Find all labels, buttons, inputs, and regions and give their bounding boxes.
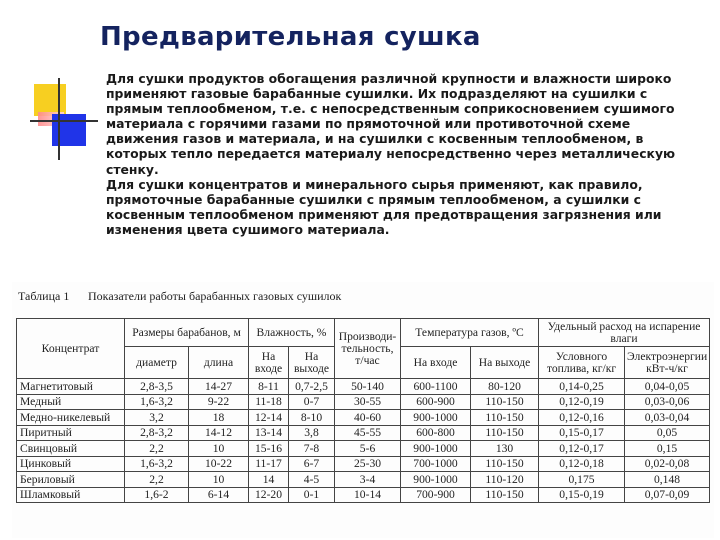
header-length: длина	[189, 347, 249, 379]
cell-diameter: 2,2	[125, 472, 189, 488]
cell-power: 0,02-0,08	[625, 456, 710, 472]
cell-temp-in: 700-900	[401, 487, 471, 503]
cell-diameter: 1,6-2	[125, 487, 189, 503]
cell-power: 0,15	[625, 441, 710, 457]
table-row	[17, 410, 710, 426]
header-moisture-inlet: На входе	[249, 347, 289, 379]
cell-power: 0,03-0,06	[625, 394, 710, 410]
cell-moisture-in: 11-17	[249, 456, 289, 472]
cell-fuel: 0,15-0,17	[539, 425, 625, 441]
cell-diameter: 1,6-3,2	[125, 394, 189, 410]
cell-power: 0,148	[625, 472, 710, 488]
cell-fuel: 0,12-0,17	[539, 441, 625, 457]
cell-name: Цинковый	[17, 456, 125, 472]
cell-diameter: 2,8-3,5	[125, 379, 189, 395]
header-diameter: диаметр	[125, 347, 189, 379]
paragraph-2: Для сушки концентратов и минерального сырья применяют, как правило, прямоточные барабанные сушилки с прямым теплообменом, а сушилки с косвенным теплообменом применяют для предотвращения загрязнения или изменения цвета сушимого материала.	[106, 176, 662, 237]
cell-capacity: 30-55	[335, 394, 401, 410]
header-capacity: Производи-тельность, т/час	[335, 319, 401, 379]
cell-diameter: 2,8-3,2	[125, 425, 189, 441]
cell-moisture-in: 12-14	[249, 410, 289, 426]
cell-name: Медный	[17, 394, 125, 410]
cell-moisture-in: 14	[249, 472, 289, 488]
cell-fuel: 0,12-0,19	[539, 394, 625, 410]
cell-capacity: 5-6	[335, 441, 401, 457]
cell-capacity: 45-55	[335, 425, 401, 441]
cell-moisture-out: 7-8	[289, 441, 335, 457]
table-row	[17, 425, 710, 441]
header-drum-size: Размеры барабанов, м	[125, 319, 249, 347]
cell-temp-out: 110-150	[471, 487, 539, 503]
cell-moisture-in: 11-18	[249, 394, 289, 410]
cell-diameter: 2,2	[125, 441, 189, 457]
cell-length: 10	[189, 441, 249, 457]
cell-temp-in: 600-900	[401, 394, 471, 410]
header-temp-outlet: На выходе	[471, 347, 539, 379]
cell-fuel: 0,12-0,16	[539, 410, 625, 426]
cell-temp-out: 110-150	[471, 456, 539, 472]
cell-length: 10	[189, 472, 249, 488]
cell-power: 0,03-0,04	[625, 410, 710, 426]
cell-temp-out: 130	[471, 441, 539, 457]
header-specific-consumption: Удельный расход на испарение влаги	[539, 319, 710, 347]
cell-name: Медно-никелевый	[17, 410, 125, 426]
table-row	[17, 456, 710, 472]
cell-temp-in: 600-800	[401, 425, 471, 441]
table-row	[17, 394, 710, 410]
header-fuel: Условного топлива, кг/кг	[539, 347, 625, 379]
cell-power: 0,07-0,09	[625, 487, 710, 503]
cell-fuel: 0,175	[539, 472, 625, 488]
cell-name: Пиритный	[17, 425, 125, 441]
cell-name: Свинцовый	[17, 441, 125, 457]
cell-length: 14-27	[189, 379, 249, 395]
cell-temp-out: 110-150	[471, 425, 539, 441]
cell-power: 0,04-0,05	[625, 379, 710, 395]
cell-temp-out: 110-120	[471, 472, 539, 488]
header-moisture: Влажность, %	[249, 319, 335, 347]
cell-capacity: 10-14	[335, 487, 401, 503]
cell-moisture-out: 3,8	[289, 425, 335, 441]
cell-temp-in: 600-1100	[401, 379, 471, 395]
table-body	[17, 379, 710, 503]
cell-temp-out: 110-150	[471, 394, 539, 410]
cell-capacity: 40-60	[335, 410, 401, 426]
decorative-squares-logo	[30, 78, 98, 160]
dryer-performance-table	[16, 318, 710, 503]
cell-name: Шламковый	[17, 487, 125, 503]
cell-temp-out: 80-120	[471, 379, 539, 395]
cell-name: Бериловый	[17, 472, 125, 488]
table-caption-number: Таблица 1	[18, 289, 70, 303]
cell-length: 10-22	[189, 456, 249, 472]
cell-power: 0,05	[625, 425, 710, 441]
cell-temp-out: 110-150	[471, 410, 539, 426]
header-moisture-outlet: На выходе	[289, 347, 335, 379]
header-power: Электроэнергии кВт-ч/кг	[625, 347, 710, 379]
cell-moisture-in: 13-14	[249, 425, 289, 441]
cell-moisture-in: 15-16	[249, 441, 289, 457]
header-concentrate: Концентрат	[17, 319, 125, 379]
cell-moisture-out: 6-7	[289, 456, 335, 472]
cell-moisture-in: 12-20	[249, 487, 289, 503]
slide-title: Предварительная сушка	[100, 22, 481, 52]
vertical-line	[58, 78, 60, 160]
cell-temp-in: 900-1000	[401, 472, 471, 488]
paragraph-1: Для сушки продуктов обогащения различной крупности и влажности широко применяют газовые барабанные сушилки. Их подразделяют на сушилки с прямым теплообменом, т.е. с непосредственным соприкосновением сушимого материала с горячими газами по прямоточной или противоточной схеме движения газов и материала, и на сушилки с косвенным теплообменом, в которых тепло передается материалу непосредственно через металлическую стенку.	[106, 71, 676, 177]
cell-temp-in: 900-1000	[401, 410, 471, 426]
header-gas-temperature: Температура газов, ºС	[401, 319, 539, 347]
table-row	[17, 487, 710, 503]
table-row	[17, 441, 710, 457]
cell-fuel: 0,14-0,25	[539, 379, 625, 395]
cell-diameter: 1,6-3,2	[125, 456, 189, 472]
cell-length: 9-22	[189, 394, 249, 410]
cell-fuel: 0,15-0,19	[539, 487, 625, 503]
cell-name: Магнетитовый	[17, 379, 125, 395]
cell-capacity: 25-30	[335, 456, 401, 472]
scanned-table-image	[12, 282, 714, 538]
table-caption-text: Показатели работы барабанных газовых сушилок	[88, 289, 342, 303]
cell-capacity: 3-4	[335, 472, 401, 488]
cell-fuel: 0,12-0,18	[539, 456, 625, 472]
cell-length: 18	[189, 410, 249, 426]
cell-capacity: 50-140	[335, 379, 401, 395]
cell-moisture-out: 4-5	[289, 472, 335, 488]
table-row	[17, 472, 710, 488]
cell-length: 14-12	[189, 425, 249, 441]
cell-temp-in: 900-1000	[401, 441, 471, 457]
body-text	[106, 71, 706, 237]
table-row	[17, 379, 710, 395]
cell-moisture-out: 0,7-2,5	[289, 379, 335, 395]
header-temp-inlet: На входе	[401, 347, 471, 379]
cell-length: 6-14	[189, 487, 249, 503]
cell-moisture-in: 8-11	[249, 379, 289, 395]
cell-moisture-out: 0-1	[289, 487, 335, 503]
horizontal-line	[30, 120, 98, 122]
cell-moisture-out: 0-7	[289, 394, 335, 410]
cell-diameter: 3,2	[125, 410, 189, 426]
cell-moisture-out: 8-10	[289, 410, 335, 426]
cell-temp-in: 700-1000	[401, 456, 471, 472]
